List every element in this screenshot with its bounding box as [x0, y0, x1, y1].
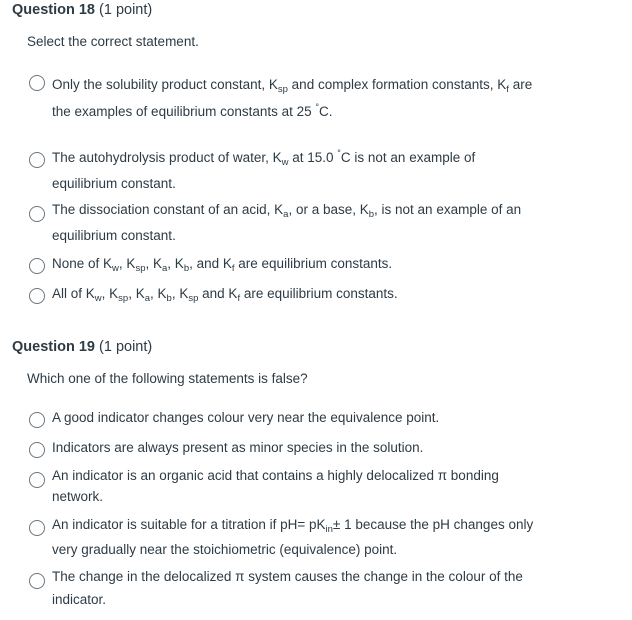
q18-option-4-line-1: None of $K_w$, $K_{sp}$, $K_a$, $K_b$, and $K_f$ are equilibrium constants.: [52, 256, 393, 274]
q19-option-3-line-2: network.: [52, 489, 104, 504]
q19-option-5-line-2: indicator.: [52, 592, 107, 607]
q19-option-3-line-1: An indicator is an organic acid that contains a highly delocalized π bonding: [52, 468, 499, 483]
q18-option-1-line-1: Only the solubility product constant, $K_{sp}$ and complex formation constants, $K_f$ are: [52, 77, 533, 95]
question-19-title: Question 19 (1 point): [12, 339, 153, 355]
q19-option-5-radio[interactable]: [29, 573, 45, 589]
q18-option-3-line-1: The dissociation constant of an acid, $K_a$, or a base, $K_b$, is not an example of an: [52, 202, 522, 220]
q18-option-5-radio[interactable]: [29, 288, 45, 304]
q19-option-3-radio[interactable]: [29, 472, 45, 488]
q18-option-4-radio[interactable]: [29, 258, 45, 274]
q19-option-1-radio[interactable]: [29, 412, 45, 428]
q18-option-2-line-1: The autohydrolysis product of water, $K_w$ at 15.0 °C is not an example of: [52, 148, 476, 168]
q18-option-1-radio[interactable]: [29, 75, 45, 91]
q18-option-2-line-2: equilibrium constant.: [52, 176, 176, 191]
q19-option-4-line-2: very gradually near the stoichiometric (equivalence) point.: [52, 542, 398, 557]
q19-option-2-radio[interactable]: [29, 442, 45, 458]
question-18-stem: Select the correct statement.: [27, 34, 199, 49]
question-19-stem: Which one of the following statements is false?: [27, 371, 308, 386]
q19-option-5-line-1: The change in the delocalized π system causes the change in the colour of the: [52, 569, 523, 584]
q18-option-2-radio[interactable]: [29, 152, 45, 168]
q18-option-3-line-2: equilibrium constant.: [52, 228, 176, 243]
q18-option-1-line-2: the examples of equilibrium constants at 25 °C.: [52, 102, 333, 119]
q18-option-3-radio[interactable]: [29, 206, 45, 222]
q19-option-4-radio[interactable]: [29, 520, 45, 536]
q18-option-5-line-1: All of $K_w$, $K_{sp}$, $K_a$, $K_b$, $K_{sp}$ and $K_f$ are equilibrium constants.: [52, 286, 398, 304]
q19-option-2-line-1: Indicators are always present as minor species in the solution.: [52, 440, 424, 455]
q19-option-1-line-1: A good indicator changes colour very near the equivalence point.: [52, 410, 440, 425]
q19-option-4-line-1: An indicator is suitable for a titration if $pH= pK_{in}\pm 1$ because the pH changes only: [52, 517, 534, 535]
question-18-title: Question 18 (1 point): [12, 2, 153, 18]
